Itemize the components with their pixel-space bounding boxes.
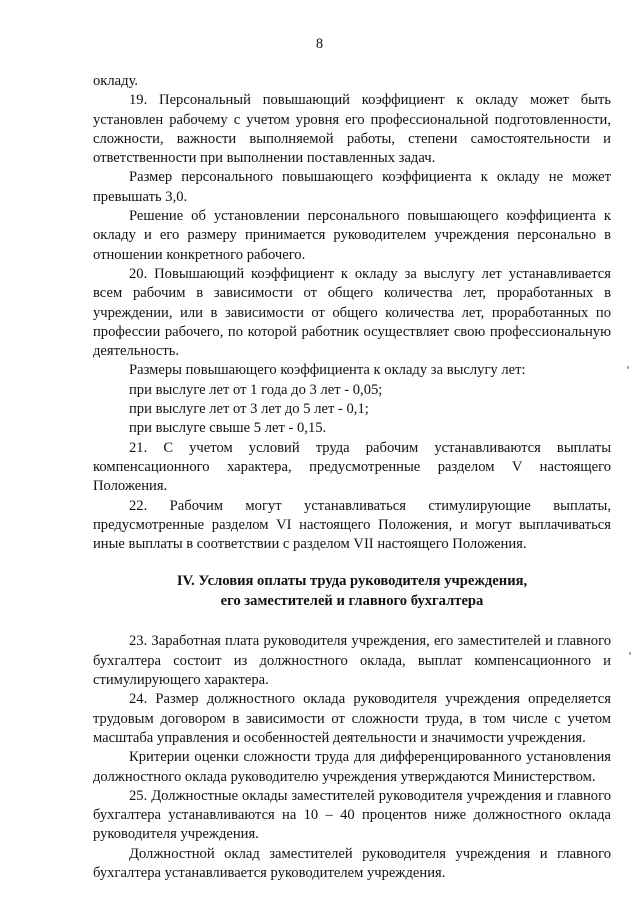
paragraph-continuation: окладу. bbox=[93, 73, 139, 89]
section-heading bbox=[93, 571, 611, 611]
list-item-seniority-1: при выслуге лет от 1 года до 3 лет - 0,05; bbox=[129, 381, 383, 398]
list-item-seniority-3: при выслуге свыше 5 лет - 0,15. bbox=[129, 420, 327, 437]
paragraph-deputy-salary: Должностной оклад заместителей руководителя учреждения и главного бухгалтера устанавливается руководителем учреждения. bbox=[93, 845, 611, 881]
paragraph-item-20: 20. Повышающий коэффициент к окладу за выслугу лет устанавливается всем рабочим в зависимости от общего количества лет, проработанных в учреждении, или в зависимости от общего количества лет, проработанных по профессии рабочего, по которой работник осуществляет свою профессиональную деятельность. bbox=[93, 265, 611, 360]
paragraph-item-22: 22. Рабочим могут устанавливаться стимулирующие выплаты, предусмотренные разделом VI настоящего Положения, и могут выплачиваться иные выплаты в соответствии с разделом VII настоящего Положения. bbox=[93, 497, 611, 553]
paragraph-item-19: 19. Персональный повышающий коэффициент к окладу может быть установлен рабочему с учетом уровня его профессиональной подготовленности, сложности, важности выполняемой работы, степени самостоятельности и ответственности при выполнении поставленных задач. bbox=[93, 92, 611, 167]
section-heading-line-1: IV. Условия оплаты труда руководителя учреждения, bbox=[176, 573, 528, 590]
paragraph-coefficient-decision: Решение об установлении персонального повышающего коэффициента к окладу и его размеру принимается руководителем учреждения персонально в отношении конкретного рабочего. bbox=[93, 208, 611, 263]
paragraph-item-24: 24. Размер должностного оклада руководителя учреждения определяется трудовым договором в зависимости от сложности труда, в том числе с учетом масштаба управления и особенностей деятельности и значимости учреждения. bbox=[93, 691, 611, 746]
scan-speck bbox=[627, 366, 629, 369]
scan-speck bbox=[629, 652, 631, 655]
paragraph-item-25: 25. Должностные оклады заместителей руководителя учреждения и главного бухгалтера устанавливаются на 10 – 40 процентов ниже должностного оклада руководителя учреждения. bbox=[93, 787, 611, 843]
paragraph-item-21: 21. С учетом условий труда рабочим устанавливаются выплаты компенсационного характера, предусмотренные разделом V настоящего Положения. bbox=[93, 439, 611, 495]
page-number: 8 bbox=[315, 36, 324, 52]
paragraph-seniority-sizes: Размеры повышающего коэффициента к окладу за выслугу лет: bbox=[129, 362, 526, 379]
section-heading-line-2: его заместителей и главного бухгалтера bbox=[220, 593, 484, 610]
paragraph-item-23: 23. Заработная плата руководителя учреждения, его заместителей и главного бухгалтера состоит из должностного оклада, выплат компенсационного и стимулирующего характера. bbox=[93, 633, 611, 689]
paragraph-criteria: Критерии оценки сложности труда для дифференцированного установления должностного оклада руководителю учреждения утверждаются Министерством. bbox=[93, 749, 611, 785]
document-body bbox=[93, 72, 611, 883]
list-item-seniority-2: при выслуге лет от 3 лет до 5 лет - 0,1; bbox=[129, 401, 369, 418]
paragraph-coefficient-limit: Размер персонального повышающего коэффициента к окладу не может превышать 3,0. bbox=[93, 169, 611, 205]
